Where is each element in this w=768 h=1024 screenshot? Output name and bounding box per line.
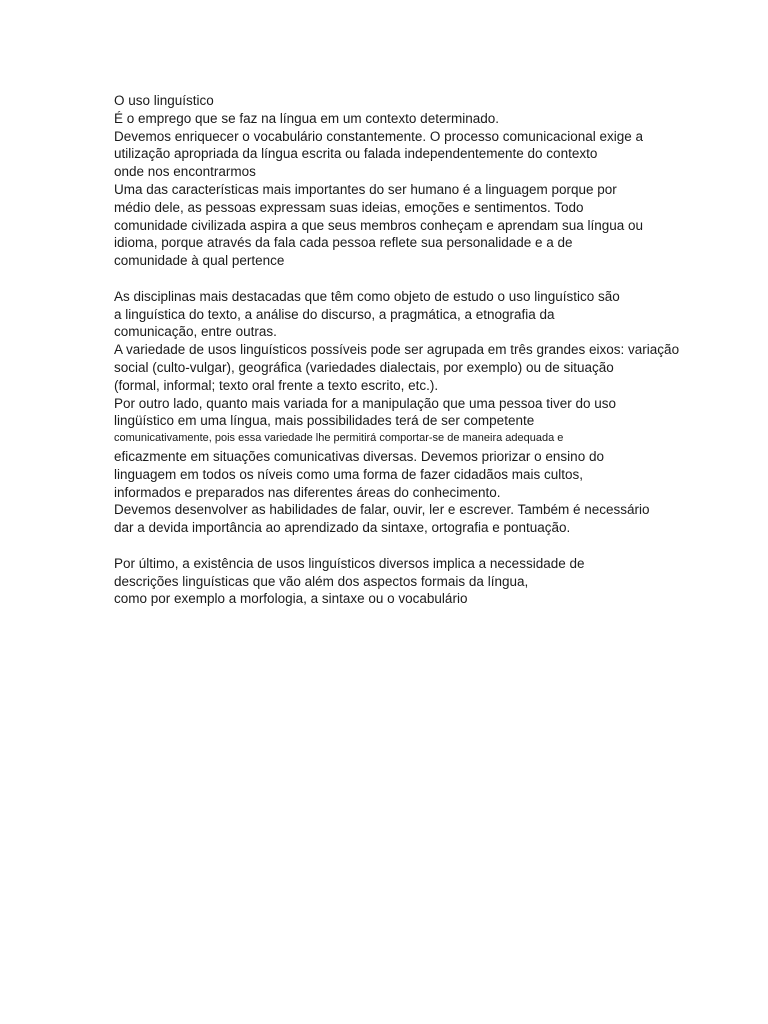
text-line: descrições linguísticas que vão além dos aspectos formais da língua, (114, 573, 529, 589)
text-line: a linguística do texto, a análise do discurso, a pragmática, a etnografia da (114, 306, 555, 322)
document-body (114, 92, 714, 608)
text-line-small: comunicativamente, pois essa variedade lhe permitirá comportar-se de maneira adequada e (114, 432, 564, 445)
text-line: como por exemplo a morfologia, a sintaxe ou o vocabulário (114, 591, 468, 607)
text-line: dar a devida importância ao aprendizado da sintaxe, ortografia e pontuação. (114, 520, 571, 536)
document-title: O uso linguístico (114, 93, 214, 108)
text-line: Por último, a existência de usos linguísticos diversos implica a necessidade de (114, 555, 585, 571)
text-line: comunidade civilizada aspira a que seus membros conheçam e aprendam sua língua ou (114, 217, 644, 233)
text-line: informados e preparados nas diferentes áreas do conhecimento. (114, 484, 501, 500)
text-line: Uma das características mais importantes do ser humano é a linguagem porque por (114, 181, 617, 197)
text-line: comunidade à qual pertence (114, 253, 285, 269)
paragraph-gap (114, 270, 714, 288)
text-line: idioma, porque através da fala cada pessoa reflete sua personalidade e a de (114, 235, 573, 251)
text-line: (formal, informal; texto oral frente a texto escrito, etc.). (114, 377, 439, 393)
text-line: comunicação, entre outras. (114, 324, 277, 340)
text-line: As disciplinas mais destacadas que têm como objeto de estudo o uso linguístico são (114, 288, 620, 304)
text-line: linguagem em todos os níveis como uma forma de fazer cidadãos mais cultos, (114, 466, 583, 482)
text-line: A variedade de usos linguísticos possíveis pode ser agrupada em três grandes eixos: variação (114, 342, 680, 358)
text-line: lingüístico em uma língua, mais possibilidades terá de ser competente (114, 413, 535, 429)
text-line: Por outro lado, quanto mais variada for a manipulação que uma pessoa tiver do uso (114, 395, 617, 411)
text-line: Devemos desenvolver as habilidades de falar, ouvir, ler e escrever. Também é necessário (114, 502, 650, 518)
text-line: É o emprego que se faz na língua em um contexto determinado. (114, 110, 499, 126)
text-line: onde nos encontrarmos (114, 164, 256, 180)
text-line: médio dele, as pessoas expressam suas ideias, emoções e sentimentos. Todo (114, 199, 584, 215)
text-line: utilização apropriada da língua escrita ou falada independentemente do contexto (114, 146, 598, 162)
text-line: eficazmente em situações comunicativas diversas. Devemos priorizar o ensino do (114, 448, 604, 464)
paragraph-gap (114, 537, 714, 555)
text-line: social (culto-vulgar), geográfica (variedades dialectais, por exemplo) ou de situação (114, 359, 614, 375)
text-line: Devemos enriquecer o vocabulário constantemente. O processo comunicacional exige a (114, 128, 644, 144)
